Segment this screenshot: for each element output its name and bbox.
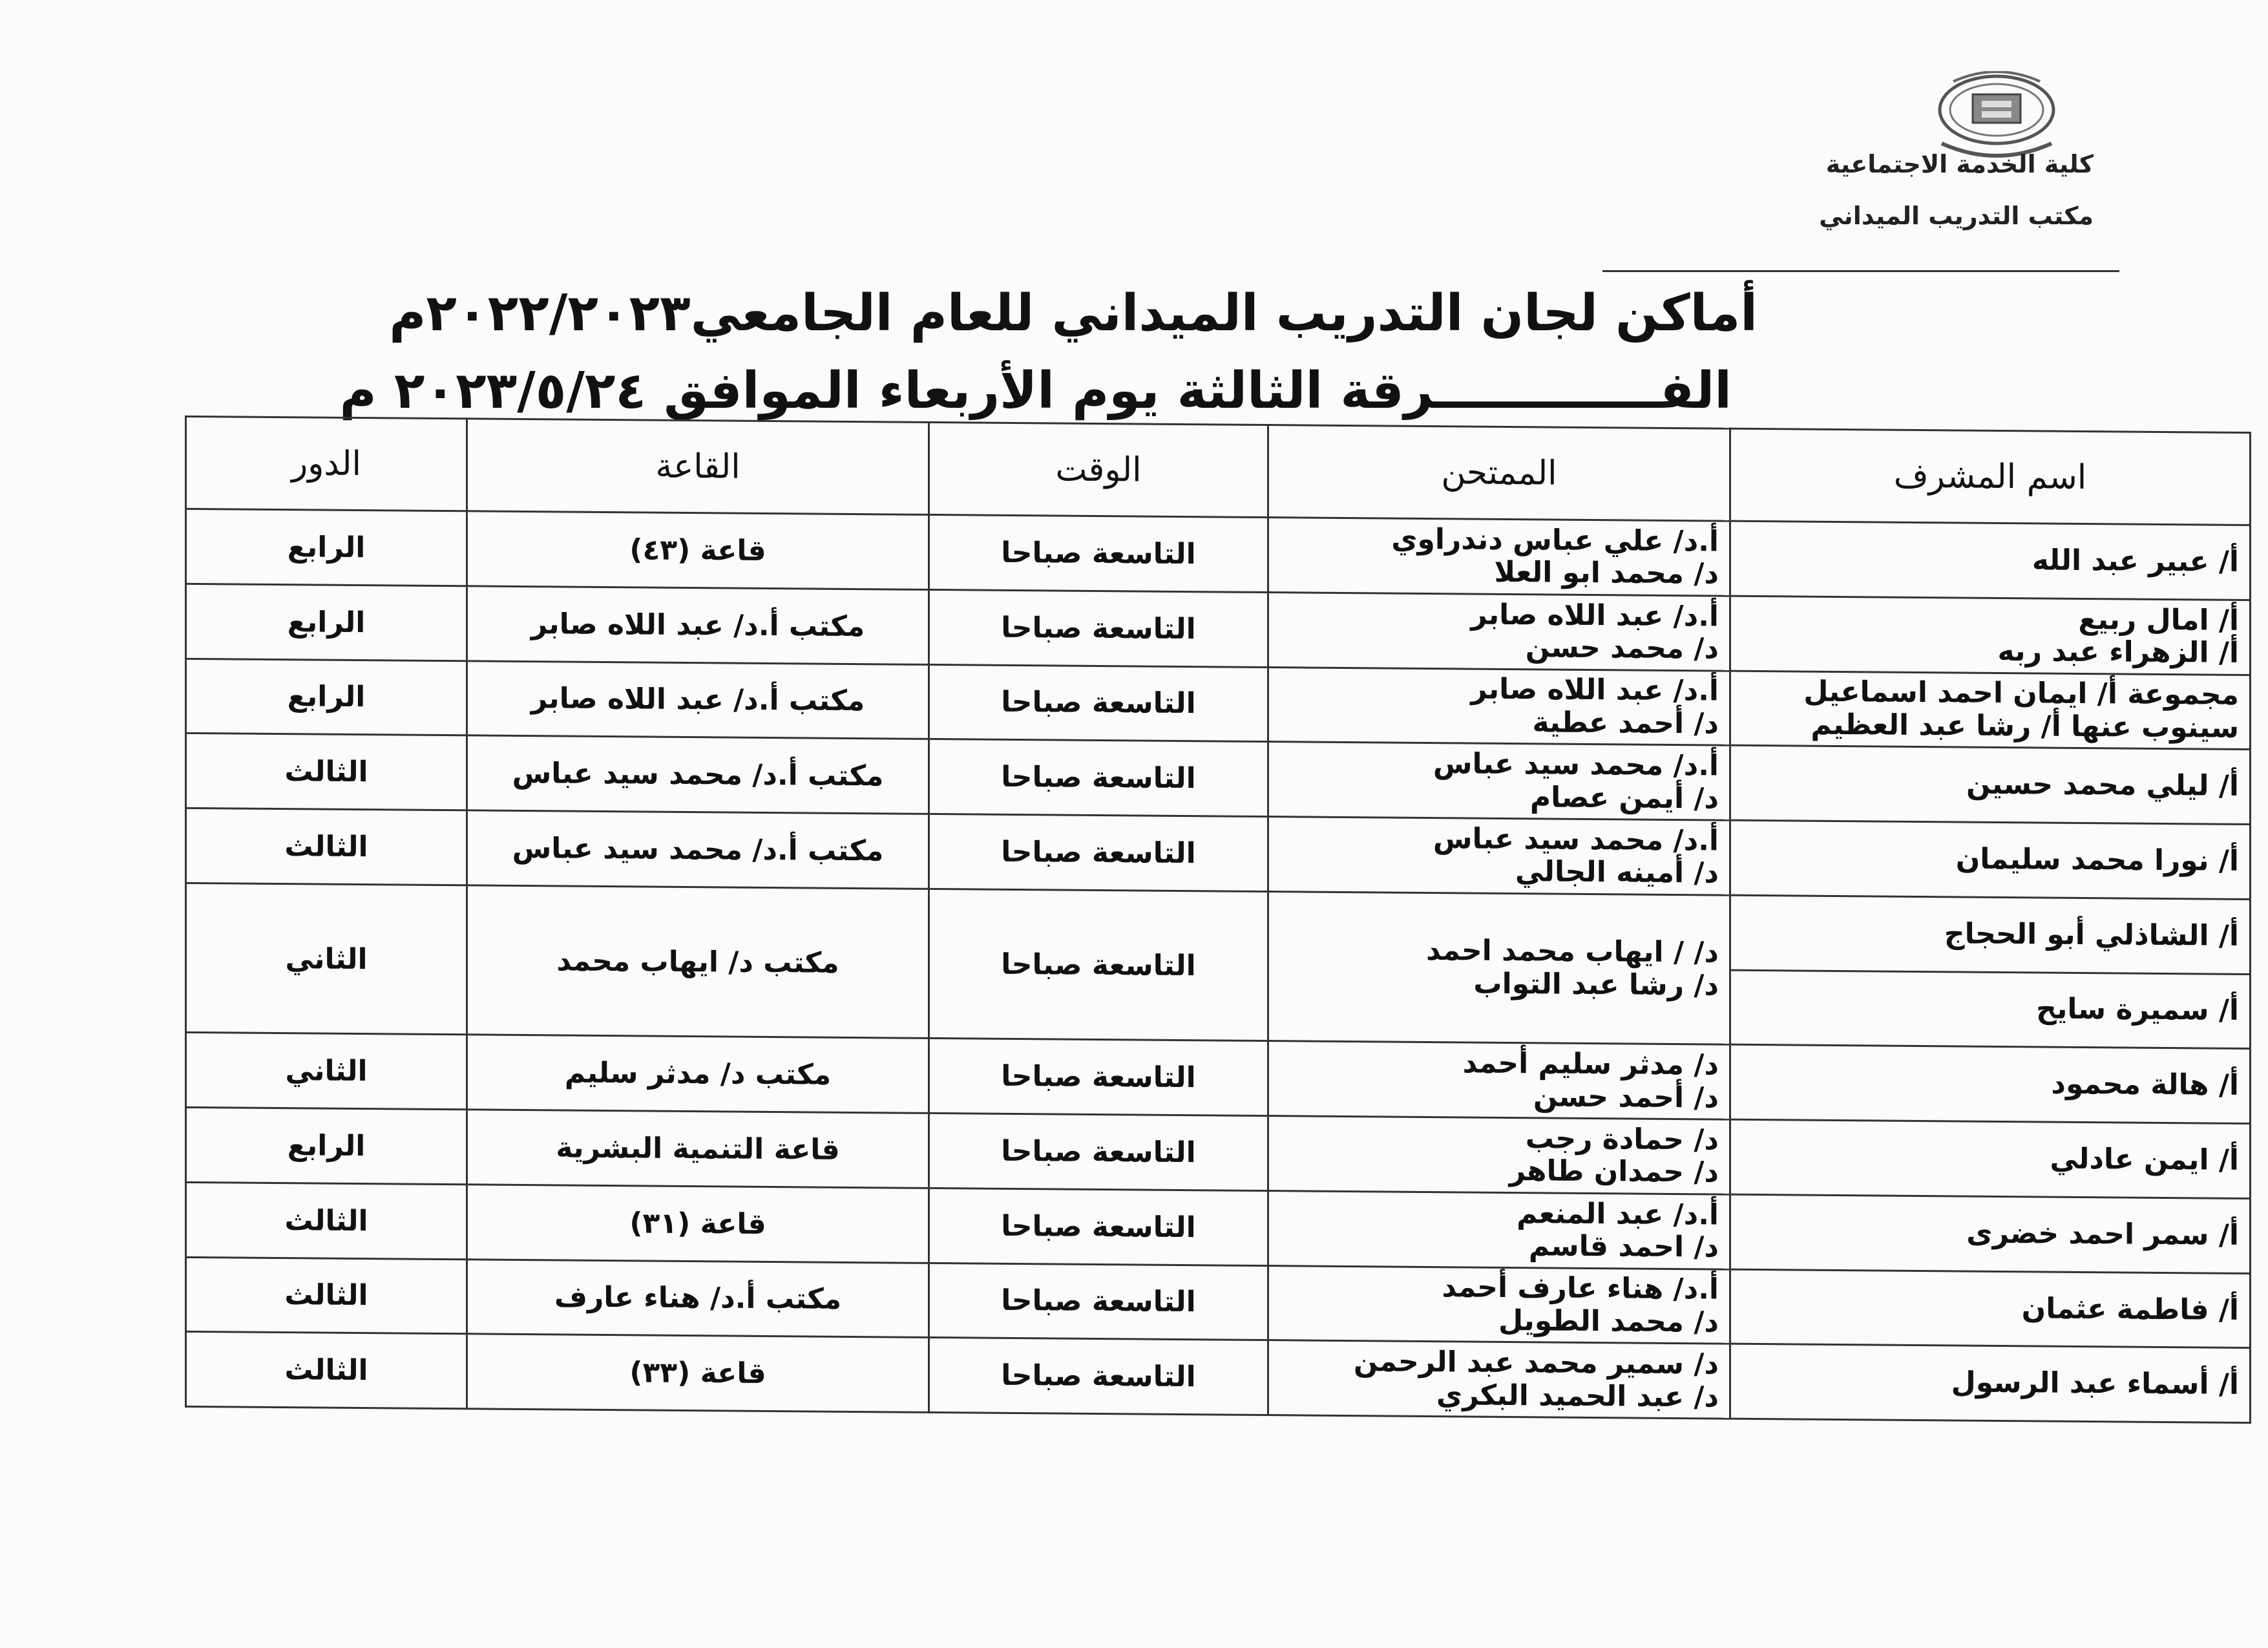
examiner-cell [1268,667,1730,745]
supervisor-name: أ/ سميرة سايح [2036,992,2239,1028]
time-cell: التاسعة صباحا [929,1039,1268,1116]
supervisor-name: أ/ أسماء عبد الرسول [1951,1366,2239,1402]
hall-cell: مكتب أ.د/ عبد اللاه صابر [467,586,929,664]
examiner-cell [1268,1265,1730,1344]
time-cell: التاسعة صباحا [929,664,1268,742]
examiner-name: د/ رشا عبد التواب [1473,967,1719,1002]
table-row [186,1332,2251,1423]
floor-cell: الثالث [186,1257,467,1334]
header-floor: الدور [186,416,467,511]
examiner-name: أ.د/ عبد المنعم [1517,1196,1719,1232]
examiner-name: د/ حمدان طاهر [1509,1154,1719,1189]
supervisor-name: أ/ امال ربيع [2078,602,2239,637]
hall-cell: قاعة (٤٣) [467,511,929,589]
hall-cell: مكتب أ.د/ هناء عارف [467,1259,929,1337]
examiner-name: أ.د/ محمد سيد عباس [1433,747,1719,783]
examiner-name: د/ عبد الحميد البكري [1436,1378,1719,1414]
examiner-cell [1268,891,1730,1044]
supervisor-cell [1730,1194,2251,1273]
examiner-cell [1268,1041,1730,1119]
examiner-name: أ.د/ محمد سيد عباس [1433,821,1719,858]
examiner-name: د/ أيمن عصام [1529,780,1719,816]
time-cell: التاسعة صباحا [929,889,1268,1041]
supervisor-cell [1730,521,2251,600]
supervisor-name: أ/ ايمن عادلي [2050,1142,2239,1177]
supervisor-name: سينوب عنها أ/ رشا عبد العظيم [1811,708,2239,745]
supervisor-cell [1730,895,2251,1049]
floor-cell: الثاني [186,883,467,1035]
page-subtitle: الفـــــــــــــرقة الثالثة يوم الأربعاء الموافق ٢٠٢٣/٥/٢٤ م [339,362,1732,420]
header-time: الوقت [929,422,1268,517]
time-cell: التاسعة صباحا [929,1263,1268,1340]
time-cell: التاسعة صباحا [929,589,1268,667]
supervisor-cell [1730,1119,2251,1198]
examiner-cell [1268,1340,1730,1419]
supervisor-name: أ/ سمر احمد خضرى [1966,1216,2239,1252]
examiner-name: أ.د/ هناء عارف أحمد [1442,1271,1719,1306]
floor-cell: الثاني [186,1033,467,1110]
floor-cell: الثالث [186,808,467,885]
table-row [186,883,2251,1049]
time-cell: التاسعة صباحا [929,814,1268,891]
hall-cell: مكتب أ.د/ محمد سيد عباس [467,735,929,814]
header-supervisor: اسم المشرف [1730,428,2251,525]
supervisor-cell [1730,1344,2251,1422]
examiner-name: د/ حمادة رجب [1525,1121,1719,1157]
supervisor-name: أ/ الشاذلي أبو الحجاج [1944,917,2239,953]
college-name: كلية الخدمة الاجتماعية [1825,150,2094,178]
time-cell: التاسعة صباحا [929,739,1268,817]
header-examiner: الممتحن [1268,425,1730,522]
floor-cell: الثالث [186,1332,467,1409]
examiner-name: د/ محمد الطويل [1498,1304,1719,1339]
examiner-name: د/ محمد ابو العلا [1494,556,1719,591]
supervisor-cell [1730,596,2251,675]
examiner-name: د/ أحمد حسن [1533,1079,1719,1115]
supervisor-cell [1730,820,2251,899]
examiner-name: د/ محمد حسن [1525,631,1719,666]
floor-cell: الثالث [186,734,467,810]
examiner-cell [1268,1116,1730,1194]
examiner-name: أ.د/ عبد اللاه صابر [1471,598,1719,633]
floor-cell: الرابع [186,1107,467,1184]
time-cell: التاسعة صباحا [929,1113,1268,1190]
hall-cell: مكتب أ.د/ عبد اللاه صابر [467,660,929,739]
hall-cell: مكتب د/ مدثر سليم [467,1035,929,1113]
table-header-row [186,416,2251,525]
page-title: أماكن لجان التدريب الميداني للعام الجامعي٢٠٢٢/٢٠٢٣م [389,284,1758,343]
examiner-name: أ.د/ علي عباس دندراوي [1391,522,1719,558]
examiner-cell [1268,592,1730,670]
supervisor-name: أ/ عبير عبد الله [2032,544,2239,578]
examiner-cell [1268,742,1730,820]
examiner-cell [1268,817,1730,895]
floor-cell: الثالث [186,1182,467,1259]
header-divider [1602,270,2119,272]
hall-cell: قاعة التنمية البشرية [467,1110,929,1188]
supervisor-name: أ/ هالة محمود [2051,1067,2239,1103]
examiner-name: د/ / ايهاب محمد احمد [1426,934,1719,969]
examiner-cell [1268,518,1730,596]
floor-cell: الرابع [186,509,467,586]
office-name: مكتب التدريب الميداني [1819,202,2094,230]
time-cell: التاسعة صباحا [929,1338,1268,1415]
examiner-name: د/ أمينه الجالي [1515,855,1719,890]
supervisor-cell [1730,671,2251,750]
examiner-name: د/ احمد قاسم [1528,1229,1719,1264]
examiner-name: أ.د/ عبد اللاه صابر [1471,672,1719,708]
examiner-name: د/ سمير محمد عبد الرحمن [1353,1345,1719,1381]
examiner-cell [1268,1190,1730,1269]
supervisor-cell [1730,1269,2251,1348]
hall-cell: قاعة (٣٣) [467,1334,929,1412]
examiner-name: د/ أحمد عطية [1532,706,1719,741]
schedule-table [185,416,2251,1424]
supervisor-cell [1730,1044,2251,1123]
supervisor-name: مجموعة أ/ ايمان احمد اسماعيل [1803,675,2239,712]
time-cell: التاسعة صباحا [929,1188,1268,1265]
floor-cell: الرابع [186,659,467,735]
hall-cell: قاعة (٣١) [467,1185,929,1263]
hall-cell: مكتب د/ ايهاب محمد [467,885,929,1039]
time-cell: التاسعة صباحا [929,514,1268,592]
supervisor-cell [1730,745,2251,824]
supervisor-name: أ/ نورا محمد سليمان [1955,842,2239,878]
supervisor-name: أ/ ليلي محمد حسين [1966,767,2239,803]
supervisor-name: أ/ الزهراء عبد ربه [1997,635,2239,670]
examiner-name: د/ مدثر سليم أحمد [1462,1046,1719,1082]
hall-cell: مكتب أ.د/ محمد سيد عباس [467,810,929,889]
floor-cell: الرابع [186,584,467,660]
supervisor-name: أ/ فاطمة عثمان [2021,1291,2239,1327]
header-hall: القاعة [467,419,929,515]
